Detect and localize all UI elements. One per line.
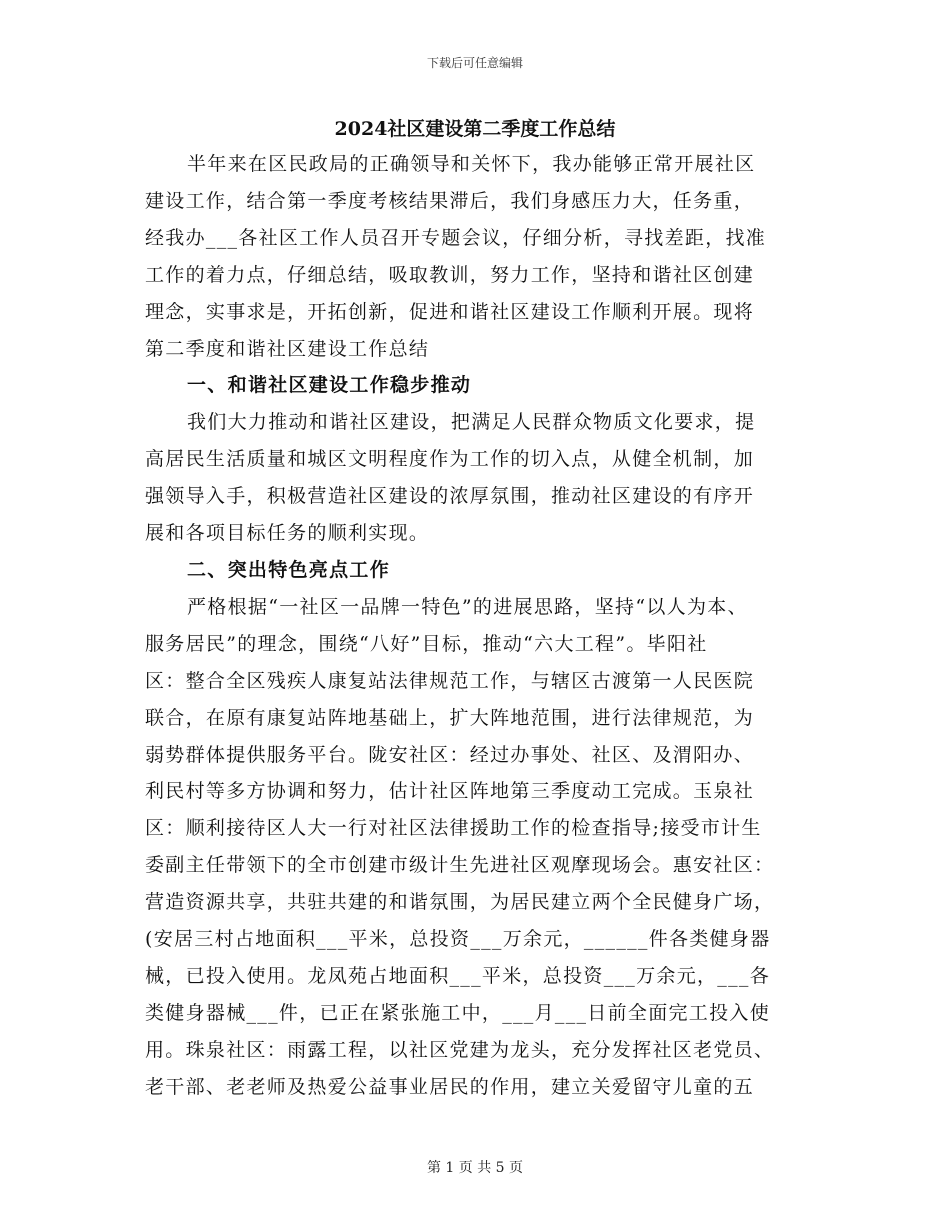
text-line: 建设工作，结合第一季度考核结果滞后，我们身感压力大，任务重， xyxy=(145,189,755,212)
text-line: 联合，在原有康复站阵地基础上，扩大阵地范围，进行法律规范，为 xyxy=(145,706,755,729)
text-line: 区：整合全区残疾人康复站法律规范工作，与辖区古渡第一人民医院 xyxy=(145,669,755,692)
text-line: 弱势群体提供服务平台。陇安社区：经过办事处、社区、及渭阳办、 xyxy=(145,743,755,766)
text-line: 类健身器械___件，已正在紧张施工中，___月___日前全面完工投入使 xyxy=(145,1001,771,1024)
section-heading-1: 一、和谐社区建设工作稳步推动 xyxy=(187,374,472,397)
text-line: 利民村等多方协调和努力，估计社区阵地第三季度动工完成。玉泉社 xyxy=(145,780,755,803)
text-line: 强领导入手，积极营造社区建设的浓厚氛围，推动社区建设的有序开 xyxy=(145,485,755,508)
text-line: 老干部、老老师及热爱公益事业居民的作用，建立关爱留守儿童的五 xyxy=(145,1075,755,1098)
text-line: 展和各项目标任务的顺利实现。 xyxy=(145,522,430,545)
text-line: 工作的着力点，仔细总结，吸取教训，努力工作，坚持和谐社区创建 xyxy=(145,263,755,286)
page-number: 第 1 页 共 5 页 xyxy=(426,1160,524,1176)
header-note: 下载后可任意编辑 xyxy=(426,56,523,70)
text-line: 区：顺利接待区人大一行对社区法律援助工作的检查指导;接受市计生 xyxy=(145,817,762,840)
intro-paragraph xyxy=(145,146,805,367)
section-heading-2: 二、突出特色亮点工作 xyxy=(187,558,391,581)
text-line: 经我办___各社区工作人员召开专题会议，仔细分析，寻找差距，找准 xyxy=(145,226,767,249)
text-line: (安居三村占地面积___平米，总投资___万余元，______件各类健身器 xyxy=(145,928,771,951)
section-1-paragraph xyxy=(145,404,805,552)
text-line: 第二季度和谐社区建设工作总结 xyxy=(145,337,430,360)
section-2-paragraph xyxy=(145,589,805,1106)
document-body xyxy=(145,146,805,1106)
document-title: 2024社区建设第二季度工作总结 xyxy=(334,118,616,140)
text-line: 理念，实事求是，开拓创新，促进和谐社区建设工作顺利开展。现将 xyxy=(145,300,755,323)
text-line: 高居民生活质量和城区文明程度作为工作的切入点，从健全机制，加 xyxy=(145,448,755,471)
text-line: 严格根据“一社区一品牌一特色”的进展思路，坚持“以人为本、 xyxy=(187,595,748,618)
text-line: 营造资源共享，共驻共建的和谐氛围，为居民建立两个全民健身广场， xyxy=(145,891,775,914)
text-line: 半年来在区民政局的正确领导和关怀下，我办能够正常开展社区 xyxy=(187,153,756,175)
text-line: 械，已投入使用。龙凤苑占地面积___平米，总投资___万余元，___各 xyxy=(145,964,771,987)
text-line: 用。珠泉社区：雨露工程，以社区党建为龙头，充分发挥社区老党员、 xyxy=(145,1038,775,1061)
text-line: 服务居民”的理念，围绕“八好”目标，推动“六大工程”。毕阳社 xyxy=(145,632,708,655)
text-line: 委副主任带领下的全市创建市级计生先进社区观摩现场会。惠安社区： xyxy=(145,854,775,877)
text-line: 我们大力推动和谐社区建设，把满足人民群众物质文化要求，提 xyxy=(187,411,756,434)
